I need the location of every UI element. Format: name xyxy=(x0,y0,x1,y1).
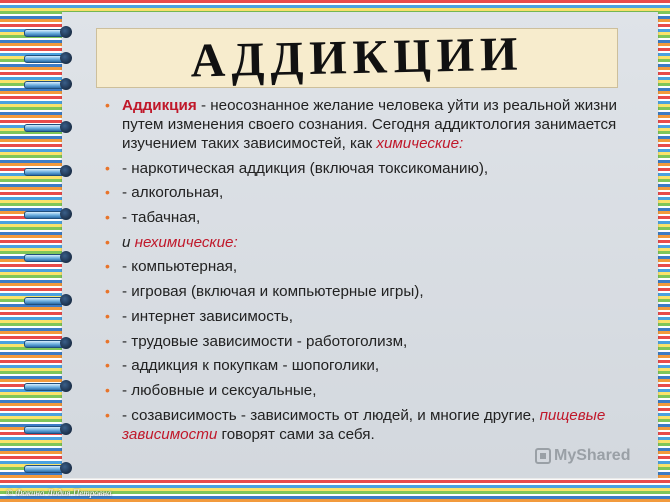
binding-ring xyxy=(24,251,72,263)
list-item-text: - табачная, xyxy=(122,209,201,227)
list-item-text: - компьютерная, xyxy=(122,258,238,276)
list-item xyxy=(100,257,620,276)
list-item-text: - любовные и сексуальные, xyxy=(122,381,317,399)
binding-ring xyxy=(24,52,72,64)
bullet-icon: • xyxy=(105,209,110,226)
watermark-text: MyShared xyxy=(554,447,631,464)
list-item xyxy=(100,381,620,400)
list-item-text: - наркотическая аддикция (включая токсикоманию), xyxy=(122,159,489,177)
binding-ring xyxy=(24,423,72,435)
bullet-icon: • xyxy=(105,159,110,176)
list-item xyxy=(100,159,620,178)
list-item xyxy=(100,307,620,326)
emphasis-text: пищевые зависимости xyxy=(122,406,606,443)
page-title: АДДИКЦИИ xyxy=(190,27,524,88)
list-item-text: - аддикция к покупкам - шопоголики, xyxy=(122,357,380,375)
list-item xyxy=(100,183,620,202)
binding-ring xyxy=(24,26,72,38)
list-item xyxy=(100,208,620,227)
binding-ring xyxy=(24,165,72,177)
list-item xyxy=(100,356,620,375)
binding-ring xyxy=(24,337,72,349)
list-item-prefix: и xyxy=(122,233,135,251)
binding-ring xyxy=(24,78,72,90)
list-item-text: - созависимость - зависимость от людей, и многие другие, xyxy=(122,406,540,424)
bullet-icon: • xyxy=(105,332,110,349)
list-item-text: - алкогольная, xyxy=(122,184,224,202)
list-item xyxy=(100,96,620,153)
bullet-icon: • xyxy=(105,283,110,300)
list-item xyxy=(100,332,620,351)
addiction-list xyxy=(100,96,620,444)
bullet-icon: • xyxy=(105,97,110,113)
emphasis-text: нехимические: xyxy=(134,233,238,251)
list-item-tail: говорят сами за себя. xyxy=(217,425,375,443)
list-item xyxy=(100,233,620,252)
list-item xyxy=(100,406,620,444)
bullet-icon: • xyxy=(105,406,110,423)
binding-ring xyxy=(24,208,72,220)
emphasis-text: химические: xyxy=(376,135,464,152)
list-item-text: - трудовые зависимости - работоголизм, xyxy=(122,332,408,350)
title-banner xyxy=(96,28,618,88)
list-item xyxy=(100,282,620,301)
watermark xyxy=(535,447,630,465)
bullet-icon: • xyxy=(105,381,110,398)
binding-ring xyxy=(24,380,72,392)
bullet-icon: • xyxy=(105,307,110,324)
bullet-icon: • xyxy=(105,258,110,275)
definition-text: - неосознанное желание человека уйти из реальной жизни путем изменения своего сознания. Сегодня аддиктология занимается изучением таких зависимостей, как xyxy=(122,97,618,152)
bullet-icon: • xyxy=(105,184,110,201)
list-item-text: - интернет зависимость, xyxy=(122,307,293,325)
binding-ring xyxy=(24,294,72,306)
myshared-logo-icon xyxy=(535,448,551,464)
bullet-icon: • xyxy=(105,233,110,250)
term: Аддикция xyxy=(122,97,197,114)
author-credit: © Фокина Лидия Петровна xyxy=(6,488,112,498)
bullet-icon: • xyxy=(105,357,110,374)
list-item-text: - игровая (включая и компьютерные игры), xyxy=(122,283,424,301)
binding-ring xyxy=(24,462,72,474)
binding-ring xyxy=(24,121,72,133)
